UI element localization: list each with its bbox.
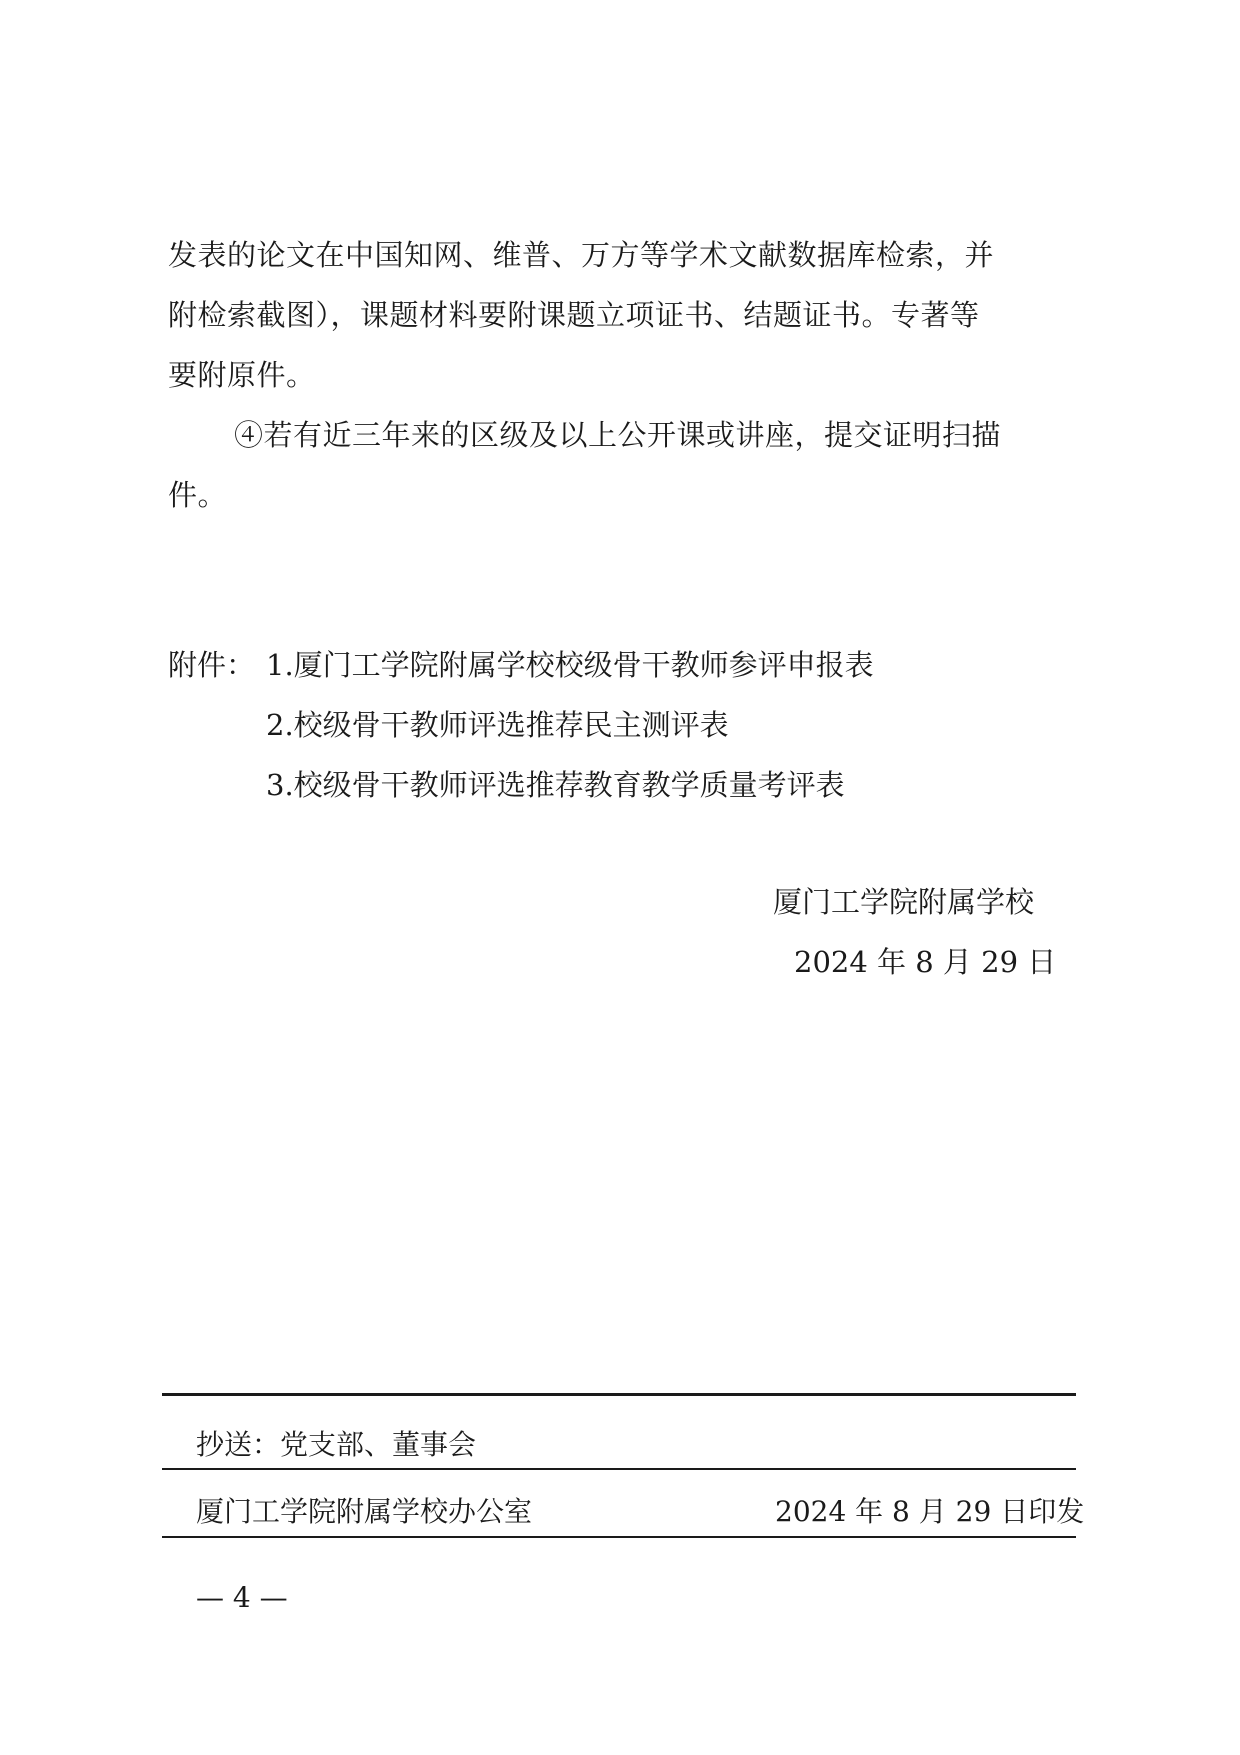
- item-4-line: 件。: [168, 478, 228, 512]
- issue-date: 2024 年 8 月 29 日印发: [775, 1495, 1085, 1528]
- signature-date: 2024 年 8 月 29 日: [794, 945, 1057, 979]
- signature-org: 厦门工学院附属学校: [773, 885, 1035, 919]
- issuer: 厦门工学院附属学校办公室: [196, 1495, 533, 1528]
- cc-line: 抄送：党支部、董事会: [196, 1428, 477, 1461]
- footer-rule-bottom: [162, 1536, 1076, 1538]
- paragraph-line: 附检索截图），课题材料要附课题立项证书、结题证书。专著等: [168, 298, 980, 332]
- paragraph-line: 要附原件。: [168, 358, 316, 392]
- attachment-item: 2.校级骨干教师评选推荐民主测评表: [266, 708, 729, 742]
- attachment-item: 1.厦门工学院附属学校校级骨干教师参评申报表: [266, 648, 874, 682]
- footer-rule-middle: [162, 1468, 1076, 1470]
- attachment-item: 3.校级骨干教师评选推荐教育教学质量考评表: [266, 768, 845, 802]
- page-number: — 4 —: [196, 1581, 288, 1614]
- footer-rule-top: [162, 1393, 1076, 1396]
- attachments-label: 附件：: [168, 648, 256, 682]
- item-4-line: ④若有近三年来的区级及以上公开课或讲座，提交证明扫描: [234, 418, 1002, 452]
- paragraph-line: 发表的论文在中国知网、维普、万方等学术文献数据库检索，并: [168, 238, 995, 272]
